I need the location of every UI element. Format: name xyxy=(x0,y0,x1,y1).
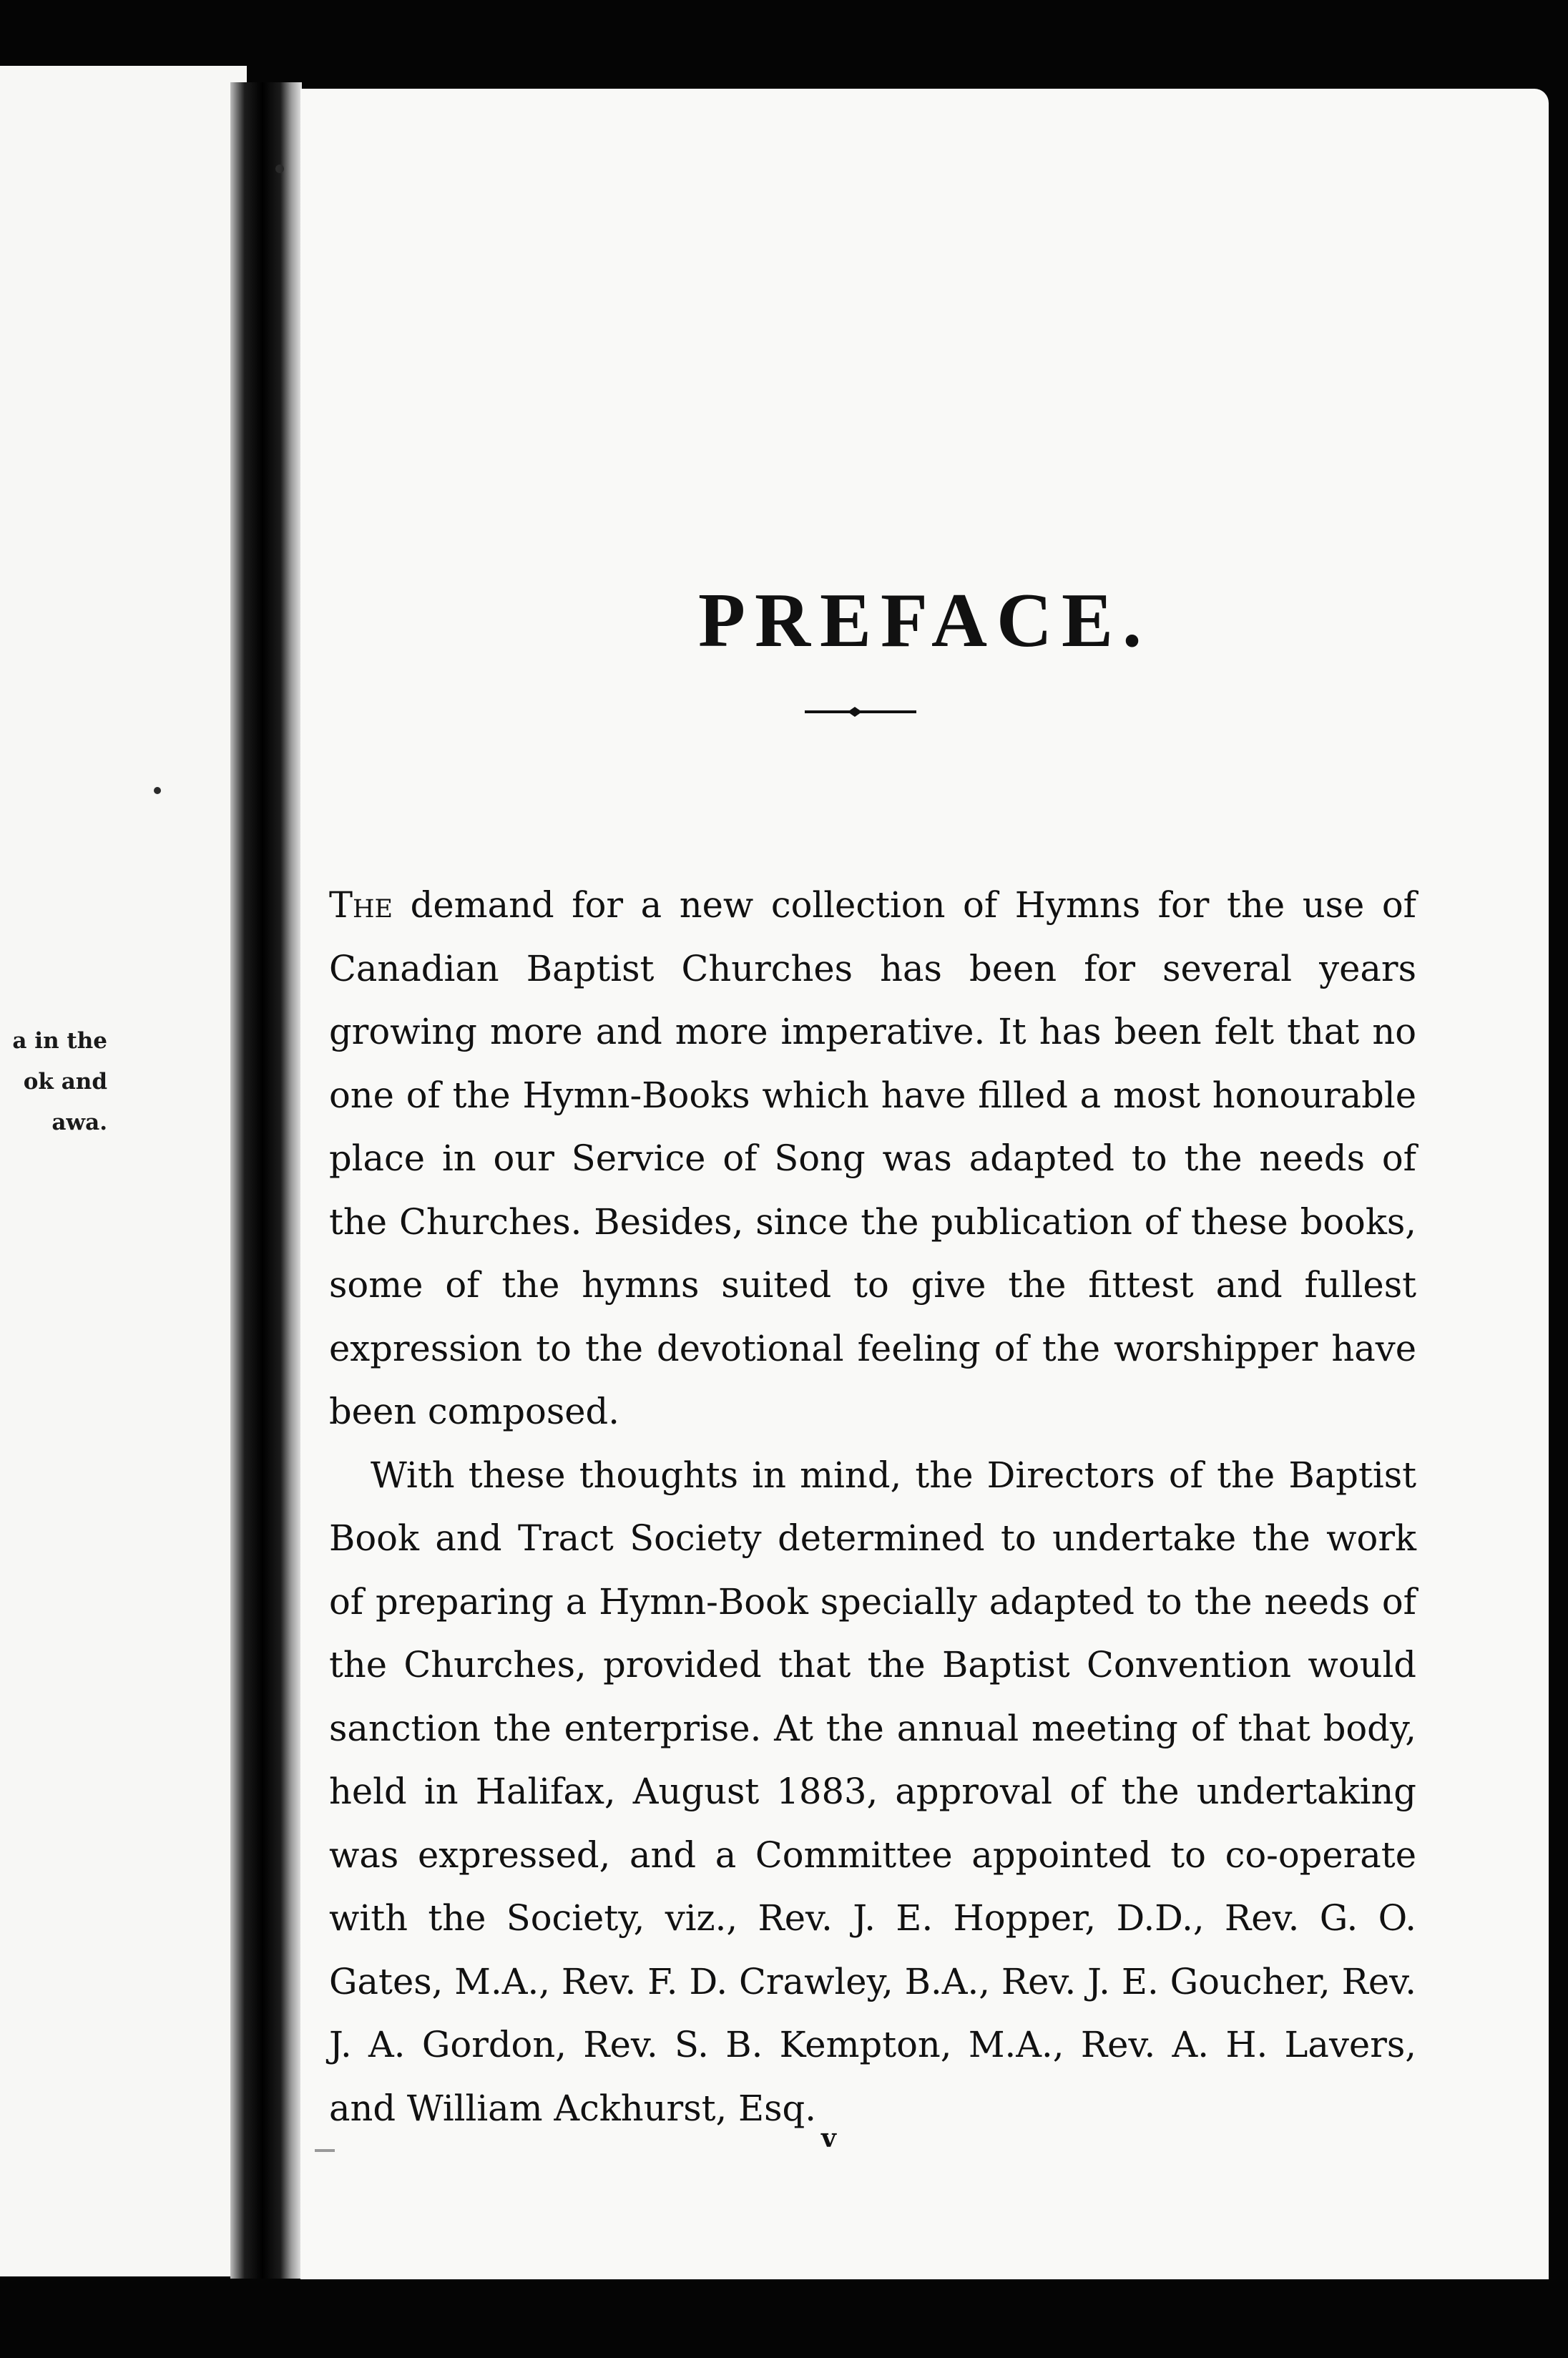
preface-body xyxy=(329,874,1416,2140)
speck xyxy=(154,787,161,794)
margin-mark xyxy=(315,2149,335,2152)
paragraph xyxy=(329,1444,1416,2141)
paragraph-text: demand for a new collection of Hymns for the use of Canadian Baptist Churches has been for several years growing more and more imperative. It has been felt that no one of the Hymn-Books which have filled a most honourable place in our Service of Song was adapted to the needs of the Churches. Besides, since the publication of these books, some of the hymns suited to give the fittest and fullest expression to the devotional feeling of the worshipper have been composed. xyxy=(329,884,1416,1432)
signature-mark: v xyxy=(821,2123,836,2153)
speck xyxy=(275,165,284,173)
paragraph-text: With these thoughts in mind, the Directors of the Baptist Book and Tract Society determined to undertake the work of preparing a Hymn-Book specially adapted to the needs of the Churches, provided that the Baptist Convention would sanction the enterprise. At the annual meeting of that body, held in Halifax, August 1883, approval of the undertaking was expressed, and a Committee appointed to co-operate with the Society, viz., Rev. J. E. Hopper, D.D., Rev. G. O. Gates, M.A., Rev. F. D. Crawley, B.A., Rev. J. E. Goucher, Rev. J. A. Gordon, Rev. S. B. Kempton, M.A., Rev. A. H. Lavers, and William Ackhurst, Esq. xyxy=(329,1454,1416,2129)
page-title: PREFACE. xyxy=(698,578,1151,663)
left-facing-page xyxy=(0,66,247,2276)
paragraph xyxy=(329,874,1416,1444)
preface-page xyxy=(300,89,1549,2279)
left-fragment-line: ok and xyxy=(23,1069,107,1095)
left-page-text-fragments xyxy=(0,1021,107,1143)
title-ornament-rule xyxy=(803,701,918,723)
left-fragment-line: a in the xyxy=(12,1028,107,1054)
paragraph-lead-word: The xyxy=(329,884,393,926)
book-gutter xyxy=(230,82,302,2279)
left-fragment-line: awa. xyxy=(52,1110,107,1135)
